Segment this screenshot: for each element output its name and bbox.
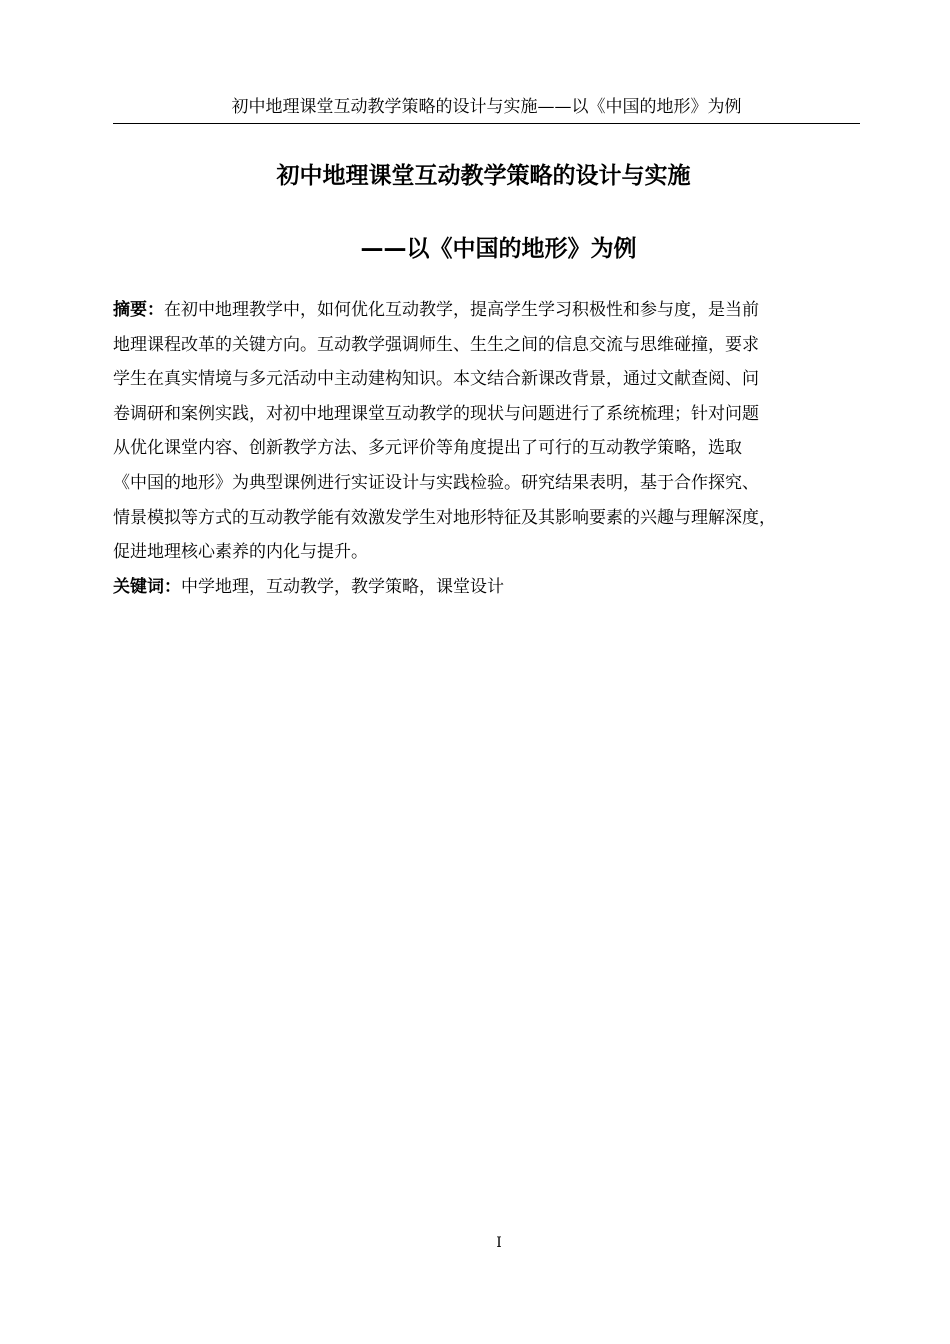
abstract-label: 摘要：	[113, 300, 164, 320]
page-number: I	[496, 1235, 502, 1251]
abstract-line	[113, 295, 863, 325]
paper-title: 初中地理课堂互动教学策略的设计与实施	[276, 163, 691, 189]
header-divider	[113, 123, 860, 124]
abstract-section	[113, 295, 863, 606]
paper-subtitle: ——以《中国的地形》为例	[360, 236, 637, 262]
abstract-line: 地理课程改革的关键方向。互动教学强调师生、生生之间的信息交流与思维碰撞，要求	[113, 334, 759, 355]
abstract-line: 情景模拟等方式的互动教学能有效激发学生对地形特征及其影响要素的兴趣与理解深度，	[113, 507, 776, 528]
abstract-line: 《中国的地形》为典型课例进行实证设计与实践检验。研究结果表明，基于合作探究、	[113, 472, 759, 493]
abstract-line: 促进地理核心素养的内化与提升。	[113, 542, 368, 563]
keywords-label: 关键词：	[113, 576, 181, 597]
abstract-line: 学生在真实情境与多元活动中主动建构知识。本文结合新课改背景，通过文献查阅、问	[113, 369, 759, 390]
running-header: 初中地理课堂互动教学策略的设计与实施——以《中国的地形》为例	[231, 97, 742, 117]
keywords-text: 中学地理，互动教学，教学策略，课堂设计	[181, 576, 504, 597]
abstract-line: 从优化课堂内容、创新教学方法、多元评价等角度提出了可行的互动教学策略，选取	[113, 438, 742, 459]
abstract-text: 在初中地理教学中，如何优化互动教学，提高学生学习积极性和参与度，是当前	[164, 300, 759, 320]
keywords-line	[113, 572, 863, 602]
abstract-line: 卷调研和案例实践，对初中地理课堂互动教学的现状与问题进行了系统梳理；针对问题	[113, 403, 759, 424]
